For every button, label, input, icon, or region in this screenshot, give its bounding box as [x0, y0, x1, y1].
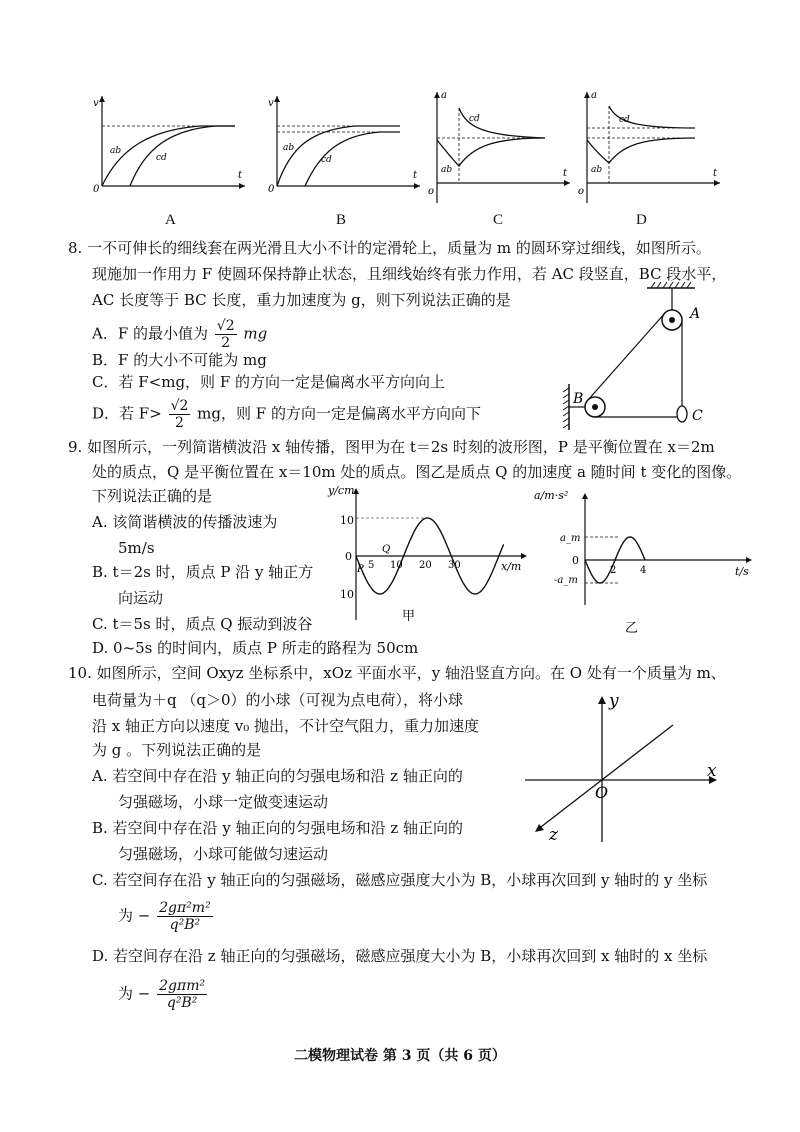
figure-b-caption: B	[336, 212, 347, 228]
fraction-denominator: q²B²	[169, 917, 201, 933]
x-tick-4: 4	[640, 565, 647, 576]
q10-option-c-fraction	[157, 900, 213, 933]
curve-ab-label: ab	[441, 165, 453, 175]
curve-ab-label: ab	[283, 143, 295, 153]
q10-stem-4: 为 g 。下列说法正确的是	[92, 741, 262, 759]
q8-option-a	[92, 318, 267, 351]
q10-stem-line-1	[68, 663, 726, 683]
axis-z-label: z	[549, 825, 558, 845]
q9-number: 9.	[68, 438, 83, 456]
origin-o-label: O	[595, 783, 609, 802]
curve-cd-label: cd	[619, 115, 630, 125]
q10-option-b: B. 若空间中存在沿 y 轴正向的匀强电场和沿 z 轴正向的	[92, 819, 464, 837]
curve-cd-label: cd	[469, 114, 480, 124]
q10-option-d-prefix: 为 −	[118, 984, 151, 1003]
figure-a-caption: A	[165, 212, 176, 228]
y-tick-bottom: 10	[340, 588, 354, 601]
axis-t-label: t	[238, 170, 243, 181]
q10-number: 10.	[68, 664, 92, 682]
q8-option-a-unit: mg	[243, 324, 268, 343]
q8-option-b: B．F 的大小不可能为 mg	[92, 351, 267, 369]
page-footer: 二模物理试卷 第 3 页（共 6 页）	[294, 1048, 506, 1064]
figure-d-caption: D	[636, 212, 647, 228]
x-tick-30: 30	[448, 560, 461, 571]
x-tick-10: 10	[390, 560, 403, 571]
y-tick-top: 10	[340, 514, 354, 527]
axis-v-label: v	[268, 98, 274, 109]
q9-acceleration-chart	[530, 485, 770, 635]
q9-stem-2: 处的质点，Q 是平衡位置在 x＝10m 处的质点。图乙是质点 Q 的加速度 a 随时间 t 变化的图像。	[92, 463, 742, 481]
q10-option-d: D. 若空间存在沿 z 轴正向的匀强磁场，磁感应强度大小为 B，小球再次回到 x 轴时的 x 坐标	[92, 947, 708, 965]
x-axis-label: t/s	[735, 565, 749, 578]
q9-option-b-cont: 向运动	[118, 589, 164, 607]
q9-stem-3: 下列说法正确的是	[92, 487, 213, 505]
q9-wave-chart	[320, 480, 530, 625]
figure-d	[575, 88, 725, 208]
y-tick-zero: 0	[345, 550, 352, 563]
origin-label: 0	[93, 184, 100, 195]
y-axis-label: y/cm	[328, 484, 355, 497]
curve-cd-label: cd	[156, 153, 167, 163]
q10-option-c: C. 若空间存在沿 y 轴正向的匀强磁场，磁感应强度大小为 B，小球再次回到 y 轴时的 y 坐标	[92, 871, 708, 889]
q8-stem-2: 现施加一作用力 F 使圆环保持静止状态，且细线始终有张力作用，若 AC 段竖直，BC 段水平，	[92, 265, 727, 283]
point-b-label: B	[573, 391, 584, 407]
axis-a-label: a	[591, 90, 597, 101]
q8-option-d	[92, 398, 481, 431]
axis-t-label: t	[413, 170, 418, 181]
point-c-label: C	[692, 408, 703, 424]
y-tick-am: a_m	[560, 533, 581, 544]
q9-option-a: A. 该简谐横波的传播波速为	[92, 513, 278, 531]
point-p-label: P	[357, 564, 364, 575]
y-tick-zero: 0	[572, 554, 579, 567]
axis-t-label: t	[563, 168, 568, 179]
figure-b	[265, 88, 425, 198]
q10-stem-3: 沿 x 轴正方向以速度 v₀ 抛出，不计空气阻力，重力加速度	[92, 717, 480, 735]
fraction-denominator: q²B²	[166, 995, 198, 1011]
origin-label: o	[428, 186, 435, 197]
figure-c-caption: C	[493, 212, 504, 228]
x-tick-5: 5	[368, 560, 375, 571]
option-figures	[80, 88, 720, 238]
curve-ab-label: ab	[110, 146, 122, 156]
chart-title: 甲	[402, 609, 416, 624]
x-tick-20: 20	[419, 560, 432, 571]
q8-option-c: C．若 F<mg，则 F 的方向一定是偏离水平方向向上	[92, 373, 445, 391]
q9-option-d: D. 0~5s 的时间内，质点 P 所走的路程为 50cm	[92, 639, 419, 657]
figure-c	[425, 88, 575, 208]
y-axis-label: a/m·s²	[534, 489, 569, 502]
chart-title: 乙	[625, 621, 639, 635]
q9-stem-1: 如图所示，一列简谐横波沿 x 轴传播，图甲为在 t＝2s 时刻的波形图，P 是平衡位置在 x＝2m	[87, 438, 715, 456]
origin-label: o	[578, 186, 585, 197]
figure-a	[90, 88, 250, 198]
fraction-denominator: 2	[175, 415, 184, 431]
y-tick-neg-am: -a_m	[554, 575, 578, 586]
fraction-numerator: 2gπm²	[159, 978, 206, 994]
x-tick-2: 2	[610, 565, 617, 576]
axis-a-label: a	[441, 90, 447, 101]
q8-pulley-diagram	[555, 280, 715, 430]
q8-option-a-text: A．F 的最小值为	[92, 324, 209, 343]
q10-option-c-formula	[118, 900, 215, 933]
curve-cd-label: cd	[321, 155, 332, 165]
q9-option-a-cont: 5m/s	[118, 539, 155, 557]
fraction-numerator: 2gπ²m²	[159, 900, 211, 916]
q8-option-a-fraction	[215, 318, 237, 351]
q9-option-c: C. t＝5s 时，质点 Q 振动到波谷	[92, 615, 313, 633]
q10-option-a-cont: 匀强磁场，小球一定做变速运动	[118, 793, 329, 811]
q8-option-d-rest: mg，则 F 的方向一定是偏离水平方向向下	[197, 404, 481, 423]
q10-stem-2: 电荷量为＋q （q＞0）的小球（可视为点电荷），将小球	[92, 691, 464, 709]
fraction-numerator: √2	[170, 398, 189, 414]
q8-stem-3: AC 长度等于 BC 长度，重力加速度为 g，则下列说法正确的是	[92, 291, 511, 309]
q8-option-d-text: D．若 F>	[92, 404, 162, 423]
q10-option-d-fraction	[157, 978, 207, 1011]
q10-option-b-cont: 匀强磁场，小球可能做匀速运动	[118, 845, 329, 863]
q10-option-a: A. 若空间中存在沿 y 轴正向的匀强电场和沿 z 轴正向的	[92, 767, 463, 785]
fraction-denominator: 2	[221, 335, 231, 351]
q9-option-b: B. t＝2s 时，质点 P 沿 y 轴正方	[92, 563, 314, 581]
origin-label: 0	[268, 184, 275, 195]
axis-v-label: v	[93, 98, 99, 109]
q8-number: 8.	[68, 239, 83, 257]
q10-option-c-prefix: 为 −	[118, 906, 151, 925]
point-a-label: A	[690, 306, 701, 322]
fraction-numerator: √2	[216, 318, 235, 334]
point-q-label: Q	[382, 544, 391, 555]
q10-coordinate-axes	[525, 690, 725, 850]
q10-stem-1: 如图所示，空间 Oxyz 坐标系中，xOz 平面水平，y 轴沿竖直方向。在 O 处有一个质量为 m、	[96, 664, 726, 682]
q8-stem-line-1	[68, 238, 711, 258]
axis-x-label: x	[707, 761, 717, 781]
axis-y-label: y	[609, 691, 619, 711]
q8-option-d-fraction	[169, 398, 191, 431]
q9-stem-line-1	[68, 437, 715, 457]
q10-option-d-formula	[118, 978, 209, 1011]
q8-stem-1: 一不可伸长的细线套在两光滑且大小不计的定滑轮上，质量为 m 的圆环穿过细线，如图所示。	[87, 239, 711, 257]
x-axis-label: x/m	[501, 560, 522, 573]
axis-t-label: t	[713, 168, 718, 179]
curve-ab-label: ab	[591, 165, 603, 175]
